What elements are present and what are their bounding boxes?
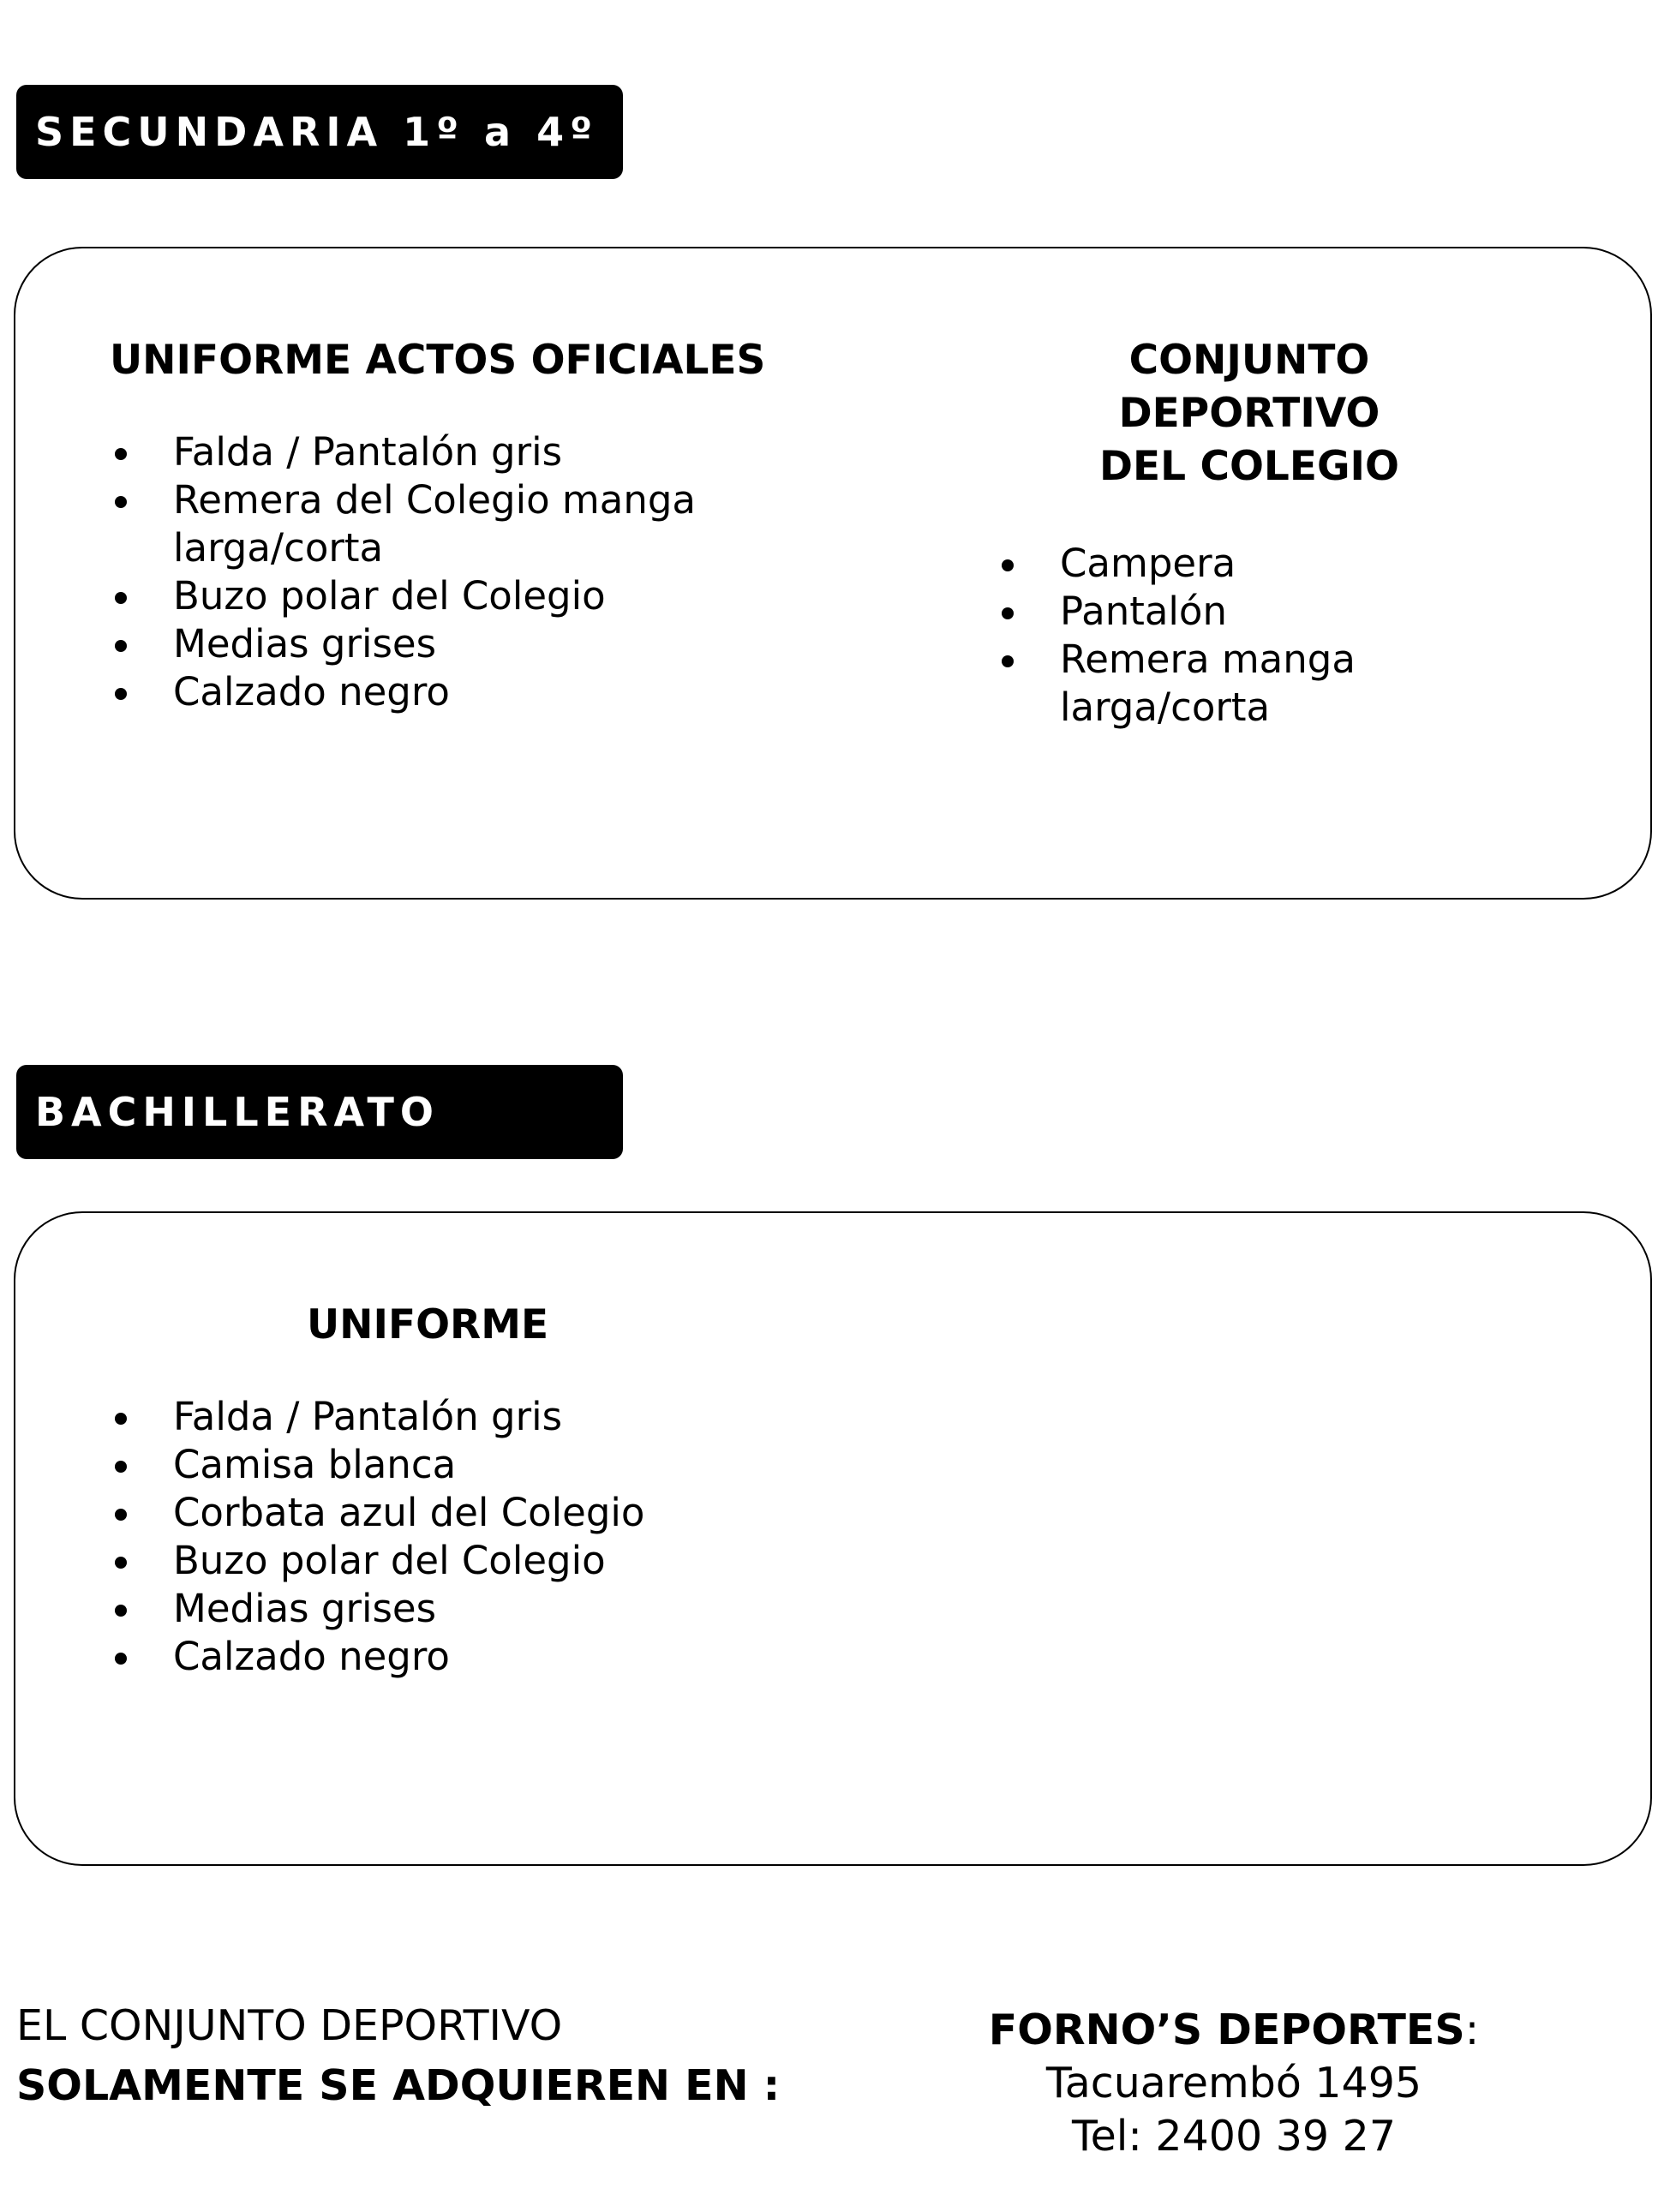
uniform-column	[110, 1299, 812, 1681]
purchase-note	[16, 1996, 780, 2116]
list-item: Calzado negro	[110, 1633, 812, 1681]
sports-kit-list	[997, 540, 1476, 732]
list-item: Medias grises	[110, 620, 787, 668]
list-item: Buzo polar del Colegio	[110, 572, 787, 620]
sports-kit-title-line1: CONJUNTO DEPORTIVO	[1118, 337, 1380, 437]
section-badge-bachillerato	[16, 1065, 623, 1159]
list-item: Pantalón	[997, 588, 1476, 636]
store-name-line	[934, 2004, 1534, 2057]
store-info	[934, 2004, 1534, 2163]
sports-kit-column	[997, 334, 1545, 732]
list-item: Falda / Pantalón gris	[110, 428, 787, 476]
sports-kit-title-line2: DEL COLEGIO	[1099, 443, 1399, 490]
store-phone: Tel: 2400 39 27	[1071, 2112, 1396, 2161]
section-badge-label: BACHILLERATO	[35, 1089, 440, 1135]
list-item: Campera	[997, 540, 1476, 588]
list-item: Camisa blanca	[110, 1441, 812, 1489]
list-item: Remera manga larga/corta	[997, 636, 1476, 732]
section-badge-secundaria	[16, 85, 623, 179]
store-address: Tacuarembó 1495	[1045, 2059, 1422, 2107]
uniform-list	[110, 1393, 812, 1681]
official-uniform-title: UNIFORME ACTOS OFICIALES	[110, 337, 766, 384]
store-name: FORNO’S DEPORTES	[988, 2006, 1465, 2054]
secundaria-uniform-box	[14, 247, 1652, 900]
official-uniform-column	[110, 334, 812, 716]
list-item: Remera del Colegio manga larga/corta	[110, 476, 787, 572]
uniform-title: UNIFORME	[307, 1301, 549, 1348]
bachillerato-uniform-box	[14, 1211, 1652, 1866]
purchase-note-line1: EL CONJUNTO DEPORTIVO	[16, 2001, 563, 2050]
section-badge-label: SECUNDARIA 1º a 4º	[35, 109, 599, 155]
official-uniform-list	[110, 428, 787, 716]
sports-kit-title	[997, 334, 1502, 493]
purchase-note-line2: SOLAMENTE SE ADQUIEREN EN :	[16, 2061, 781, 2110]
list-item: Medias grises	[110, 1585, 812, 1633]
store-name-colon: :	[1464, 2006, 1480, 2054]
list-item: Buzo polar del Colegio	[110, 1537, 812, 1585]
list-item: Calzado negro	[110, 668, 787, 716]
list-item: Corbata azul del Colegio	[110, 1489, 812, 1537]
list-item: Falda / Pantalón gris	[110, 1393, 812, 1441]
